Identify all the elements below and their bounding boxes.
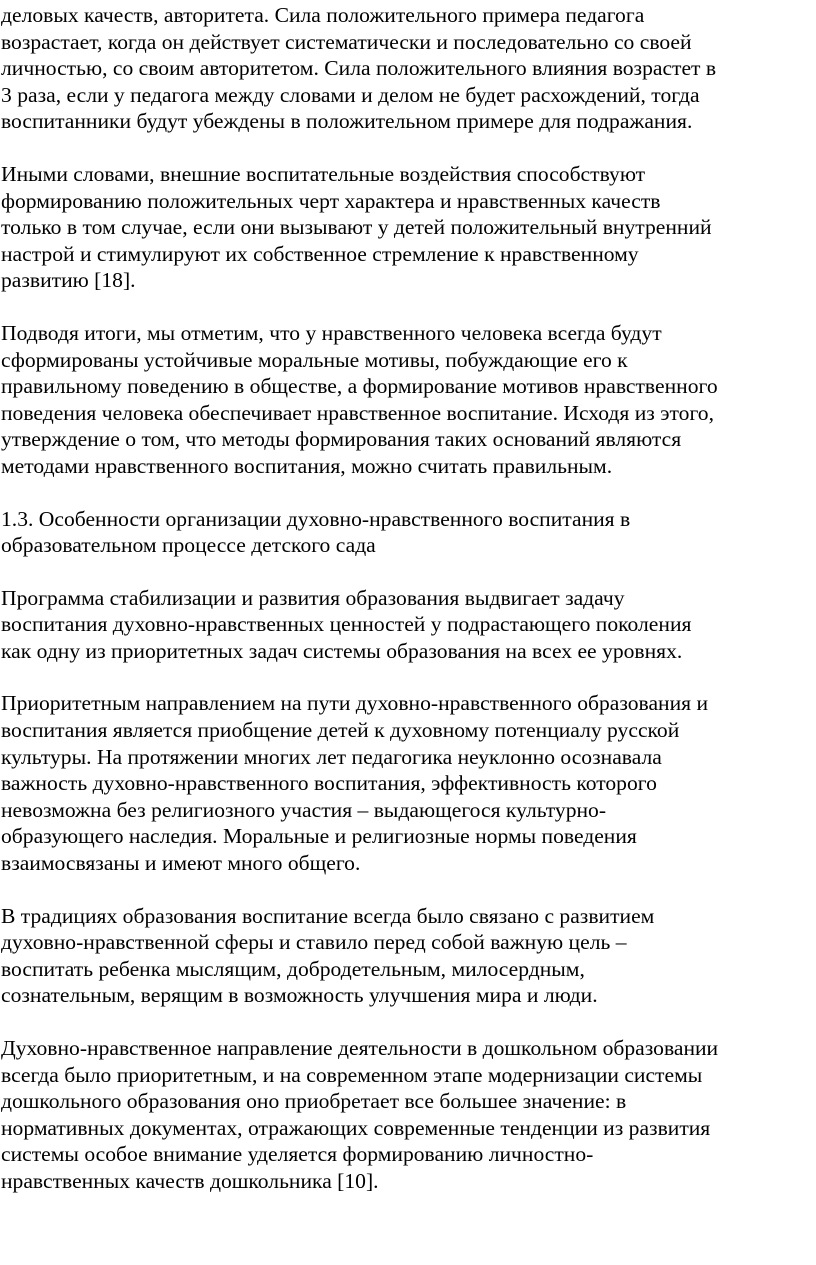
text-line: всегда было приоритетным, и на современном этапе модернизации системы [1,1062,703,1087]
paragraph-preschool-direction [1,1035,816,1195]
text-line: системы особое внимание уделяется формированию личностно- [1,1142,594,1167]
text-line: как одну из приоритетных задач системы образования на всех ее уровнях. [1,638,683,663]
text-line: возрастает, когда он действует систематически и последовательно со своей [1,29,692,54]
text-line: культуры. На протяжении многих лет педагогика неуклонно осознавала [1,744,662,769]
text-line: нравственных качеств дошкольника [10]. [1,1168,379,1193]
heading-line: 1.3. Особенности организации духовно-нравственного воспитания в [1,506,631,531]
text-line: формированию положительных черт характера и нравственных качеств [1,188,661,213]
text-line: деловых качеств, авторитета. Сила положительного примера педагога [1,3,645,27]
heading-line: образовательном процессе детского сада [1,533,376,558]
text-line: нормативных документах, отражающих современные тенденции из развития [1,1115,711,1140]
text-line: важность духовно-нравственного воспитания, эффективность которого [1,771,657,796]
text-line: поведения человека обеспечивает нравственное воспитание. Исходя из этого, [1,400,714,425]
paragraph-spacer [1,294,816,320]
paragraph-priority-direction [1,690,816,876]
text-line: образующего наследия. Моральные и религиозные нормы поведения [1,824,637,849]
paragraph-spacer [1,135,816,161]
text-line: воспитания является приобщение детей к духовному потенциалу русской [1,718,680,743]
text-line: взаимосвязаны и имеют много общего. [1,851,361,876]
text-line: методами нравственного воспитания, можно считать правильным. [1,453,613,478]
text-line: воспитания духовно-нравственных ценностей у подрастающего поколения [1,612,692,637]
text-line: Духовно-нравственное направление деятельности в дошкольном образовании [1,1036,719,1060]
paragraph-spacer [1,877,816,903]
text-line: В традициях образования воспитание всегда было связано с развитием [1,903,655,928]
text-line: воспитанники будут убеждены в положительном примере для подражания. [1,109,693,134]
paragraph-authority [1,2,816,135]
section-heading [1,506,816,559]
text-line: воспитать ребенка мыслящим, добродетельным, милосердным, [1,956,585,981]
text-line: сформированы устойчивые моральные мотивы, побуждающие его к [1,347,628,372]
paragraph-spacer [1,559,816,585]
paragraph-external-influences [1,161,816,294]
paragraph-program [1,585,816,665]
paragraph-summary [1,320,816,480]
text-line: утверждение о том, что методы формирования таких оснований являются [1,427,682,452]
text-line: невозможна без религиозного участия – выдающегося культурно- [1,797,607,822]
text-line: развитию [18]. [1,268,136,293]
text-line: Подводя итоги, мы отметим, что у нравственного человека всегда будут [1,320,662,345]
text-line: Иными словами, внешние воспитательные воздействия способствуют [1,161,646,186]
text-line: настрой и стимулируют их собственное стремление к нравственному [1,241,639,266]
text-line: сознательным, верящим в возможность улучшения мира и люди. [1,983,598,1008]
text-line: Программа стабилизации и развития образования выдвигает задачу [1,585,625,610]
text-line: только в том случае, если они вызывают у детей положительный внутренний [1,215,712,240]
text-line: личностью, со своим авторитетом. Сила положительного влияния возрастет в [1,56,717,81]
text-line: правильному поведению в обществе, а формирование мотивов нравственного [1,374,718,399]
paragraph-spacer [1,1009,816,1035]
text-line: Приоритетным направлением на пути духовно-нравственного образования и [1,691,709,716]
paragraph-traditions [1,903,816,1009]
text-line: дошкольного образования оно приобретает все большее значение: в [1,1089,627,1114]
paragraph-spacer [1,664,816,690]
text-line: 3 раза, если у педагога между словами и делом не будет расхождений, тогда [1,82,700,107]
text-line: духовно-нравственной сферы и ставило перед собой важную цель – [1,930,627,955]
paragraph-spacer [1,480,816,506]
